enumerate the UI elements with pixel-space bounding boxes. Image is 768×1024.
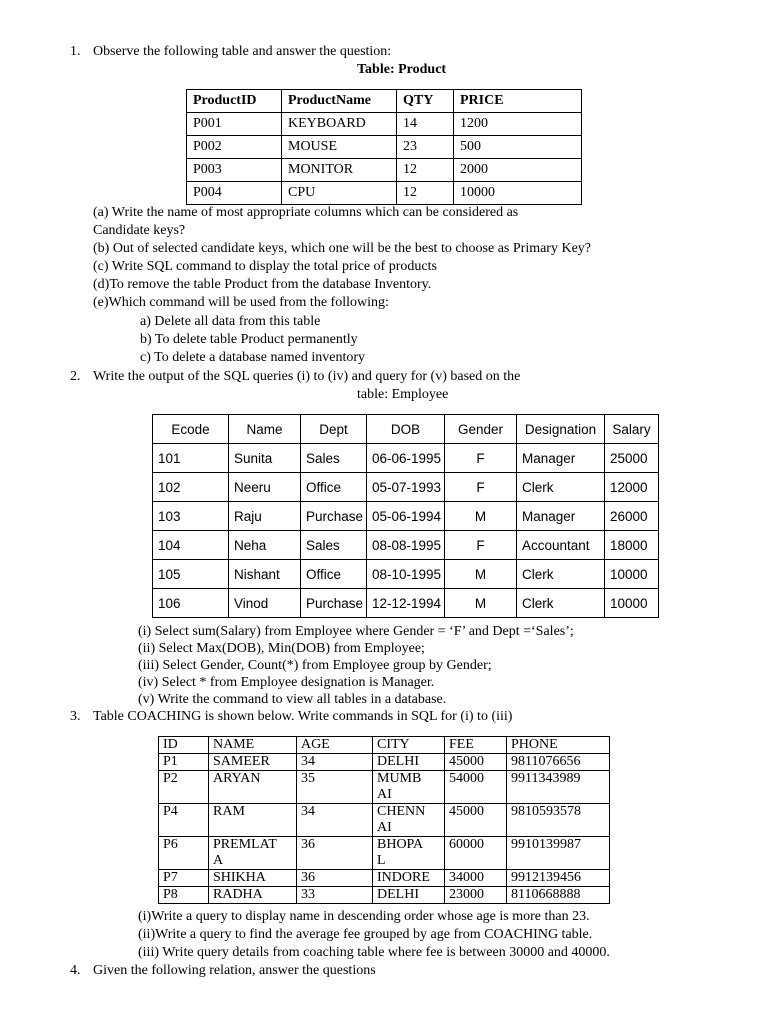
q3-line-iii: (iii) Write query details from coaching table where fee is between 30000 and 40000. — [138, 945, 610, 960]
table-cell: 08-10-1995 — [367, 560, 445, 589]
table-cell: 06-06-1995 — [367, 444, 445, 473]
coaching-table — [158, 736, 610, 904]
table-row — [159, 754, 610, 771]
table-cell: P1 — [159, 754, 209, 771]
q1-sub-b: b) To delete table Product permanently — [140, 332, 358, 347]
column-header: FEE — [445, 737, 507, 754]
column-header: QTY — [397, 90, 454, 113]
column-header: Gender — [445, 415, 517, 444]
q2-line-ii: (ii) Select Max(DOB), Min(DOB) from Employee; — [138, 641, 425, 656]
table-cell: Manager — [517, 444, 605, 473]
table-cell: 10000 — [605, 560, 659, 589]
table-cell: MONITOR — [282, 159, 397, 182]
column-header: Ecode — [153, 415, 229, 444]
table-cell: 34 — [297, 804, 373, 837]
table-cell: 12 — [397, 159, 454, 182]
table-cell: 104 — [153, 531, 229, 560]
table-cell: 101 — [153, 444, 229, 473]
table-cell: 9811076656 — [507, 754, 610, 771]
table-cell: P2 — [159, 771, 209, 804]
table-header-row — [159, 737, 610, 754]
table-cell: 10000 — [605, 589, 659, 618]
q4-intro: Given the following relation, answer the questions — [93, 963, 376, 978]
table-cell: 2000 — [454, 159, 582, 182]
q2-line-iv: (iv) Select * from Employee designation is Manager. — [138, 675, 435, 690]
q1-line-b: (b) Out of selected candidate keys, which one will be the best to choose as Primary Key? — [93, 241, 592, 256]
column-header: ProductID — [187, 90, 282, 113]
table-cell: BHOPA L — [373, 837, 445, 870]
table-cell: 105 — [153, 560, 229, 589]
table-cell: F — [445, 531, 517, 560]
table-cell: 23000 — [445, 887, 507, 904]
table-cell: Purchase — [301, 589, 367, 618]
q1-line-d: (d)To remove the table Product from the database Inventory. — [93, 277, 432, 292]
q2-line-v: (v) Write the command to view all tables in a database. — [138, 692, 447, 707]
table-cell: 36 — [297, 837, 373, 870]
table-cell: 08-08-1995 — [367, 531, 445, 560]
table-cell: Office — [301, 560, 367, 589]
table-cell: 12 — [397, 182, 454, 205]
table-cell: Neha — [229, 531, 301, 560]
table-cell: P4 — [159, 804, 209, 837]
table-cell: 9912139456 — [507, 870, 610, 887]
table-cell: DELHI — [373, 887, 445, 904]
table-cell: 103 — [153, 502, 229, 531]
table-cell: KEYBOARD — [282, 113, 397, 136]
q1-number: 1. — [70, 44, 81, 59]
table-cell: M — [445, 502, 517, 531]
column-header: PHONE — [507, 737, 610, 754]
table-cell: Clerk — [517, 589, 605, 618]
column-header: Dept — [301, 415, 367, 444]
q1-sub-c: c) To delete a database named inventory — [140, 350, 365, 365]
column-header: Designation — [517, 415, 605, 444]
table-cell: Sales — [301, 531, 367, 560]
table-cell: 18000 — [605, 531, 659, 560]
q1-line-c: (c) Write SQL command to display the total price of products — [93, 259, 437, 274]
column-header: Name — [229, 415, 301, 444]
table-cell: 35 — [297, 771, 373, 804]
q1-line-a: (a) Write the name of most appropriate columns which can be considered as — [93, 205, 519, 220]
table-cell: 36 — [297, 870, 373, 887]
table-cell: 9911343989 — [507, 771, 610, 804]
table-cell: P6 — [159, 837, 209, 870]
table-cell: Clerk — [517, 560, 605, 589]
table-cell: 54000 — [445, 771, 507, 804]
column-header: DOB — [367, 415, 445, 444]
table-header-row — [153, 415, 659, 444]
table-row — [159, 804, 610, 837]
table-row — [187, 182, 582, 205]
table-cell: SHIKHA — [209, 870, 297, 887]
table-cell: P002 — [187, 136, 282, 159]
table-cell: 106 — [153, 589, 229, 618]
table-cell: P7 — [159, 870, 209, 887]
q2-table-title: table: Employee — [357, 387, 449, 402]
table-cell: INDORE — [373, 870, 445, 887]
table-cell: 26000 — [605, 502, 659, 531]
table-cell: Office — [301, 473, 367, 502]
table-row — [153, 502, 659, 531]
table-row — [159, 771, 610, 804]
table-cell: P8 — [159, 887, 209, 904]
q2-number: 2. — [70, 369, 81, 384]
q1-sub-a: a) Delete all data from this table — [140, 314, 321, 329]
table-cell: P003 — [187, 159, 282, 182]
table-row — [159, 887, 610, 904]
table-row — [159, 870, 610, 887]
table-cell: M — [445, 589, 517, 618]
table-cell: 10000 — [454, 182, 582, 205]
q1-table-title: Table: Product — [357, 62, 447, 77]
column-header: AGE — [297, 737, 373, 754]
table-cell: P001 — [187, 113, 282, 136]
table-row — [187, 113, 582, 136]
column-header: CITY — [373, 737, 445, 754]
table-row — [153, 531, 659, 560]
table-cell: 1200 — [454, 113, 582, 136]
q3-number: 3. — [70, 709, 81, 724]
q1-intro: Observe the following table and answer the question: — [93, 44, 392, 59]
table-cell: PREMLAT A — [209, 837, 297, 870]
table-cell: Sales — [301, 444, 367, 473]
table-cell: MOUSE — [282, 136, 397, 159]
table-cell: 05-07-1993 — [367, 473, 445, 502]
q4-number: 4. — [70, 963, 81, 978]
table-cell: CPU — [282, 182, 397, 205]
table-cell: Clerk — [517, 473, 605, 502]
table-row — [153, 560, 659, 589]
table-cell: 14 — [397, 113, 454, 136]
column-header: ID — [159, 737, 209, 754]
table-cell: 33 — [297, 887, 373, 904]
table-row — [153, 589, 659, 618]
q2-line-i: (i) Select sum(Salary) from Employee where Gender = ‘F’ and Dept =‘Sales’; — [138, 624, 574, 639]
table-cell: MUMB AI — [373, 771, 445, 804]
column-header: ProductName — [282, 90, 397, 113]
q3-line-i: (i)Write a query to display name in descending order whose age is more than 23. — [138, 909, 590, 924]
table-cell: RADHA — [209, 887, 297, 904]
q1-line-e: (e)Which command will be used from the following: — [93, 295, 389, 310]
table-cell: 9810593578 — [507, 804, 610, 837]
column-header: NAME — [209, 737, 297, 754]
table-cell: CHENN AI — [373, 804, 445, 837]
table-cell: Vinod — [229, 589, 301, 618]
table-cell: 12-12-1994 — [367, 589, 445, 618]
table-cell: RAM — [209, 804, 297, 837]
table-cell: 8110668888 — [507, 887, 610, 904]
table-cell: Nishant — [229, 560, 301, 589]
q1-line-a-cont: Candidate keys? — [93, 223, 186, 238]
column-header: Salary — [605, 415, 659, 444]
q3-line-ii: (ii)Write a query to find the average fee grouped by age from COACHING table. — [138, 927, 593, 942]
table-row — [187, 136, 582, 159]
product-table — [186, 89, 582, 205]
table-cell: Purchase — [301, 502, 367, 531]
table-cell: 45000 — [445, 754, 507, 771]
table-row — [159, 837, 610, 870]
table-cell: SAMEER — [209, 754, 297, 771]
table-cell: DELHI — [373, 754, 445, 771]
table-cell: Manager — [517, 502, 605, 531]
table-cell: 60000 — [445, 837, 507, 870]
table-cell: 25000 — [605, 444, 659, 473]
employee-table — [152, 414, 659, 618]
table-cell: 45000 — [445, 804, 507, 837]
q2-line-iii: (iii) Select Gender, Count(*) from Employee group by Gender; — [138, 658, 492, 673]
column-header: PRICE — [454, 90, 582, 113]
table-cell: F — [445, 473, 517, 502]
table-cell: P004 — [187, 182, 282, 205]
table-cell: 9910139987 — [507, 837, 610, 870]
table-header-row — [187, 90, 582, 113]
table-cell: 102 — [153, 473, 229, 502]
table-row — [187, 159, 582, 182]
table-cell: ARYAN — [209, 771, 297, 804]
table-cell: 34 — [297, 754, 373, 771]
table-cell: Sunita — [229, 444, 301, 473]
table-cell: 500 — [454, 136, 582, 159]
q2-intro: Write the output of the SQL queries (i) to (iv) and query for (v) based on the — [93, 369, 521, 384]
table-cell: Neeru — [229, 473, 301, 502]
table-cell: 12000 — [605, 473, 659, 502]
q3-intro: Table COACHING is shown below. Write commands in SQL for (i) to (iii) — [93, 709, 513, 724]
table-cell: 23 — [397, 136, 454, 159]
table-cell: 05-06-1994 — [367, 502, 445, 531]
table-row — [153, 473, 659, 502]
table-cell: Raju — [229, 502, 301, 531]
table-cell: 34000 — [445, 870, 507, 887]
table-cell: Accountant — [517, 531, 605, 560]
table-row — [153, 444, 659, 473]
table-cell: M — [445, 560, 517, 589]
table-cell: F — [445, 444, 517, 473]
